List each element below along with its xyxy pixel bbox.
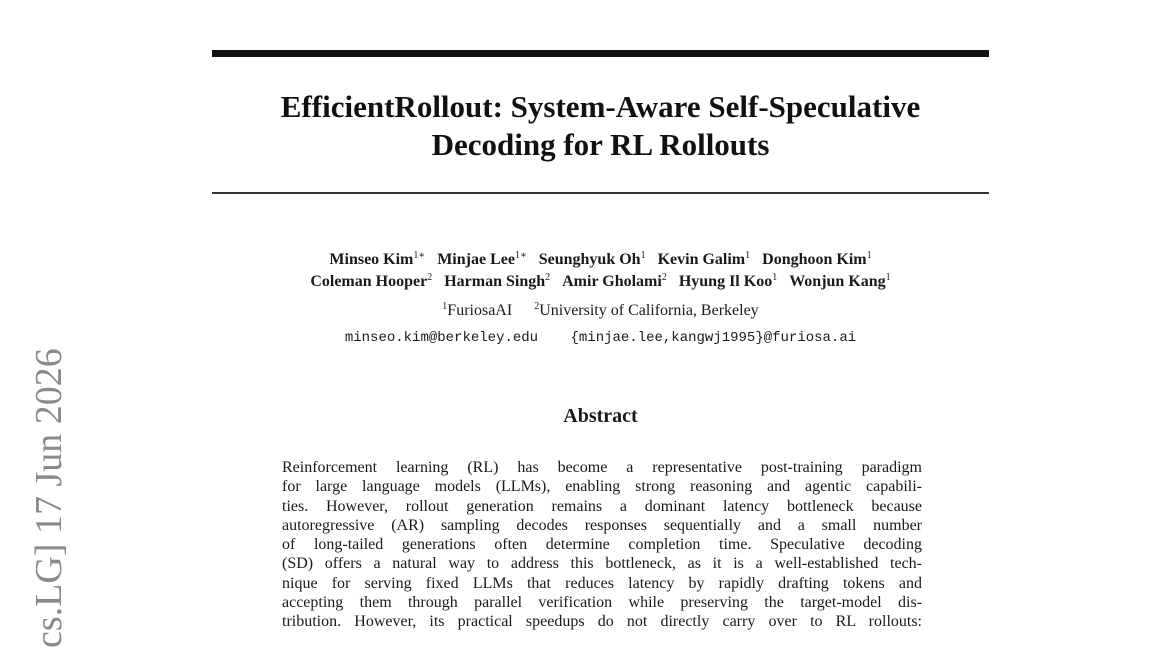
affiliation-name: University of California, Berkeley [539, 302, 759, 319]
author [437, 251, 527, 268]
author-affil-mark: 1 [640, 250, 646, 261]
abstract-body [282, 458, 922, 632]
abstract-line: of long-tailed generations often determine completion time. Speculative decoding [282, 536, 922, 554]
author-name: Seunghyuk Oh [538, 251, 641, 268]
paper-title [212, 88, 989, 164]
title-bottom-rule [212, 192, 989, 194]
author-affil-mark: 1∗ [413, 250, 426, 261]
author [658, 251, 751, 268]
author [562, 273, 667, 290]
affiliation-mark: 2 [534, 301, 540, 312]
abstract-heading: Abstract [563, 405, 638, 427]
author-name: Harman Singh [444, 273, 546, 290]
author-affil-mark: 2 [545, 272, 551, 283]
author-affil-mark: 1 [866, 250, 872, 261]
abstract-line: nique for serving fixed LLMs that reduces latency by rapidly drafting tokens and [282, 574, 922, 592]
author-name: Amir Gholami [562, 273, 662, 290]
author [310, 273, 432, 290]
title-line: Decoding for RL Rollouts [431, 127, 770, 162]
author-affil-mark: 2 [427, 272, 433, 283]
author-line [212, 271, 989, 293]
email: minseo.kim@berkeley.edu [344, 330, 539, 346]
email: {minjae.lee,kangwj1995}@furiosa.ai [570, 330, 857, 346]
email-list [212, 328, 989, 348]
arxiv-identifier-stamp: cs.LG] 17 Jun 2026 [28, 348, 70, 648]
affiliation-list [212, 300, 989, 322]
author-name: Wonjun Kang [789, 273, 886, 290]
abstract-line: ties. However, rollout generation remains a dominant latency bottleneck because [282, 497, 922, 515]
author-list [212, 249, 989, 293]
author-affil-mark: 1 [885, 272, 891, 283]
author-line [212, 249, 989, 271]
abstract-line: (SD) offers a natural way to address this bottleneck, as it is a well-established tech- [282, 555, 922, 573]
title-top-rule [212, 50, 989, 57]
affiliation-mark: 1 [442, 301, 448, 312]
affiliation [442, 302, 512, 319]
author-name: Hyung Il Koo [678, 273, 773, 290]
author [539, 251, 646, 268]
author-affil-mark: 1 [745, 250, 751, 261]
author-name: Minseo Kim [329, 251, 414, 268]
abstract-line: Reinforcement learning (RL) has become a representative post-training paradigm [282, 459, 922, 476]
author-name: Minjae Lee [437, 251, 515, 268]
affiliation [534, 302, 759, 319]
author [762, 251, 871, 268]
author-affil-mark: 1 [772, 272, 778, 283]
author-name: Kevin Galim [657, 251, 746, 268]
author [679, 273, 777, 290]
affiliation-name: FuriosaAI [447, 302, 513, 319]
abstract-line: for large language models (LLMs), enabling strong reasoning and agentic capabili- [282, 478, 922, 496]
author [329, 251, 425, 268]
abstract-line: autoregressive (AR) sampling decodes responses sequentially and a small number [282, 516, 922, 534]
abstract-line: accepting them through parallel verification while preserving the target-model dis- [282, 594, 922, 612]
author-name: Coleman Hooper [310, 273, 428, 290]
author-affil-mark: 2 [661, 272, 667, 283]
title-line: EfficientRollout: System-Aware Self-Speculative [280, 89, 921, 124]
author-affil-mark: 1∗ [514, 250, 527, 261]
author [789, 273, 890, 290]
author-name: Donghoon Kim [762, 251, 867, 268]
abstract-line: tribution. However, its practical speedups do not directly carry over to RL rollouts: [282, 613, 922, 631]
author [444, 273, 550, 290]
